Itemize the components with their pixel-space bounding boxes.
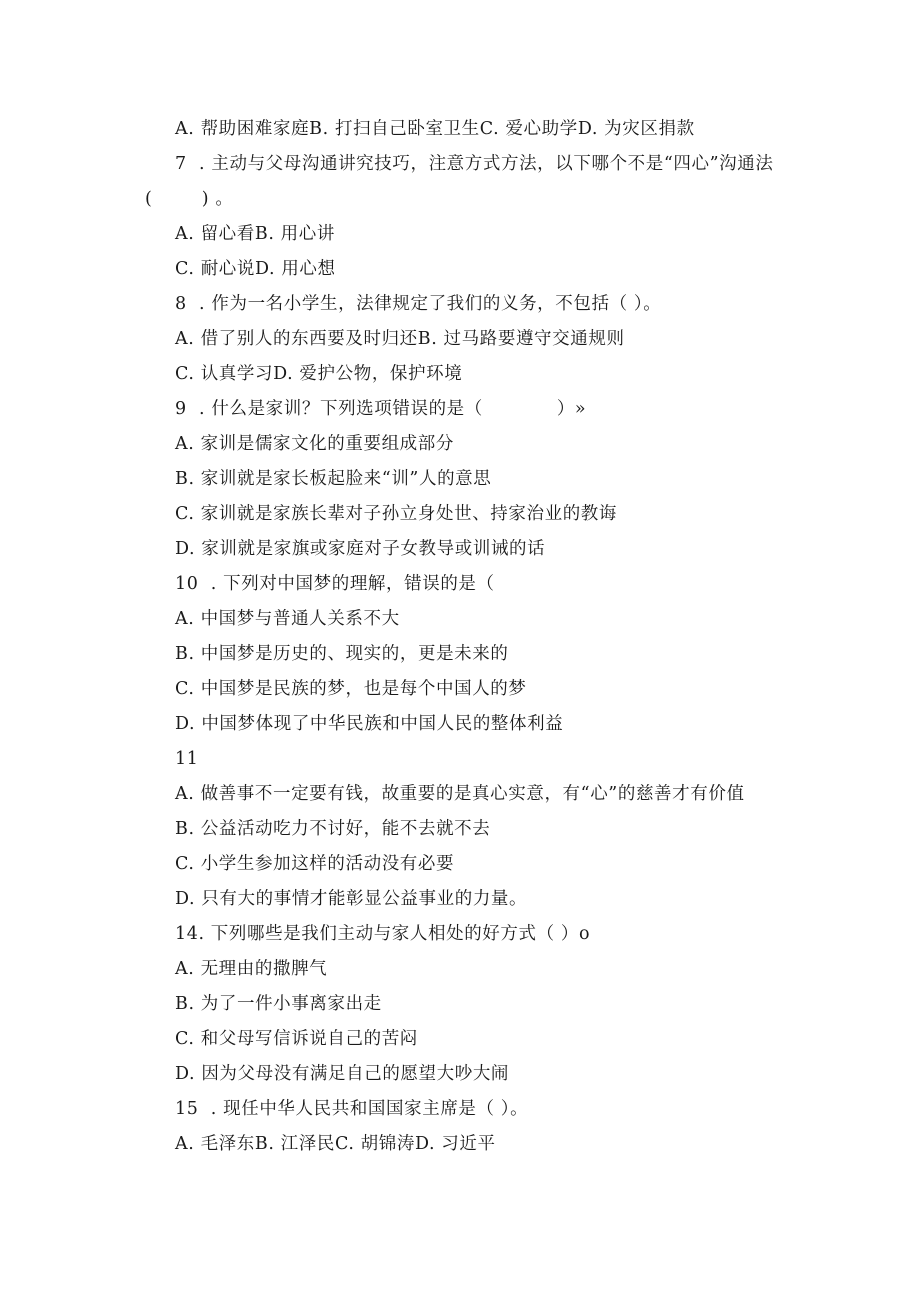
question-8: 8 . 作为一名小学生，法律规定了我们的义务，不包括（ ）。 [175, 294, 662, 314]
question-15: 15 . 现任中华人民共和国国家主席是（ ）。 [175, 1099, 529, 1119]
question-10: 10 . 下列对中国梦的理解，错误的是（ [175, 574, 495, 594]
q9-option-c: C. 家训就是家族长辈对子孙立身处世、持家治业的教诲 [175, 504, 617, 524]
q9-option-d: D. 家训就是家旗或家庭对子女教导或训诫的话 [175, 539, 546, 559]
q10-option-d: D. 中国梦体现了中华民族和中国人民的整体利益 [175, 714, 564, 734]
q14-option-d: D. 因为父母没有满足自己的愿望大吵大闹 [175, 1064, 510, 1084]
question-9: 9 . 什么是家训？下列选项错误的是（ ）» [175, 399, 587, 419]
q11-option-b: B. 公益活动吃力不讨好，能不去就不去 [175, 819, 491, 839]
q14-option-c: C. 和父母写信诉说自己的苦闷 [175, 1029, 418, 1049]
q9-option-a: A. 家训是儒家文化的重要组成部分 [175, 434, 454, 454]
q11-option-a: A. 做善事不一定要有钱，故重要的是真心实意，有“心”的慈善才有价值 [175, 784, 745, 804]
q9-option-b: B. 家训就是家长板起脸来“训”人的意思 [175, 469, 492, 489]
q8-options-ab: A. 借了别人的东西要及时归还B. 过马路要遵守交通规则 [175, 329, 625, 349]
q10-option-a: A. 中国梦与普通人关系不大 [175, 609, 400, 629]
question-11: 11 [175, 749, 199, 769]
q11-option-c: C. 小学生参加这样的活动没有必要 [175, 854, 455, 874]
q10-option-b: B. 中国梦是历史的、现实的，更是未来的 [175, 644, 509, 664]
q8-options-cd: C. 认真学习D. 爱护公物，保护环境 [175, 364, 463, 384]
question-7: 7 . 主动与父母沟通讲究技巧，注意方式方法，以下哪个不是“四心”沟通法 [175, 154, 774, 174]
q14-option-b: B. 为了一件小事离家出走 [175, 994, 382, 1014]
q6-options: A. 帮助困难家庭B. 打扫自己卧室卫生C. 爱心助学D. 为灾区捐款 [175, 119, 695, 139]
question-7-continuation: ( ) 。 [145, 189, 234, 209]
q15-options: A. 毛泽东B. 江泽民C. 胡锦涛D. 习近平 [175, 1134, 496, 1154]
question-14: 14. 下列哪些是我们主动与家人相处的好方式（ ）o [175, 924, 591, 944]
q7-options-ab: A. 留心看B. 用心讲 [175, 224, 335, 244]
q11-option-d: D. 只有大的事情才能彰显公益事业的力量。 [175, 889, 528, 909]
q7-options-cd: C. 耐心说D. 用心想 [175, 259, 336, 279]
q10-option-c: C. 中国梦是民族的梦，也是每个中国人的梦 [175, 679, 527, 699]
q14-option-a: A. 无理由的撒脾气 [175, 959, 328, 979]
